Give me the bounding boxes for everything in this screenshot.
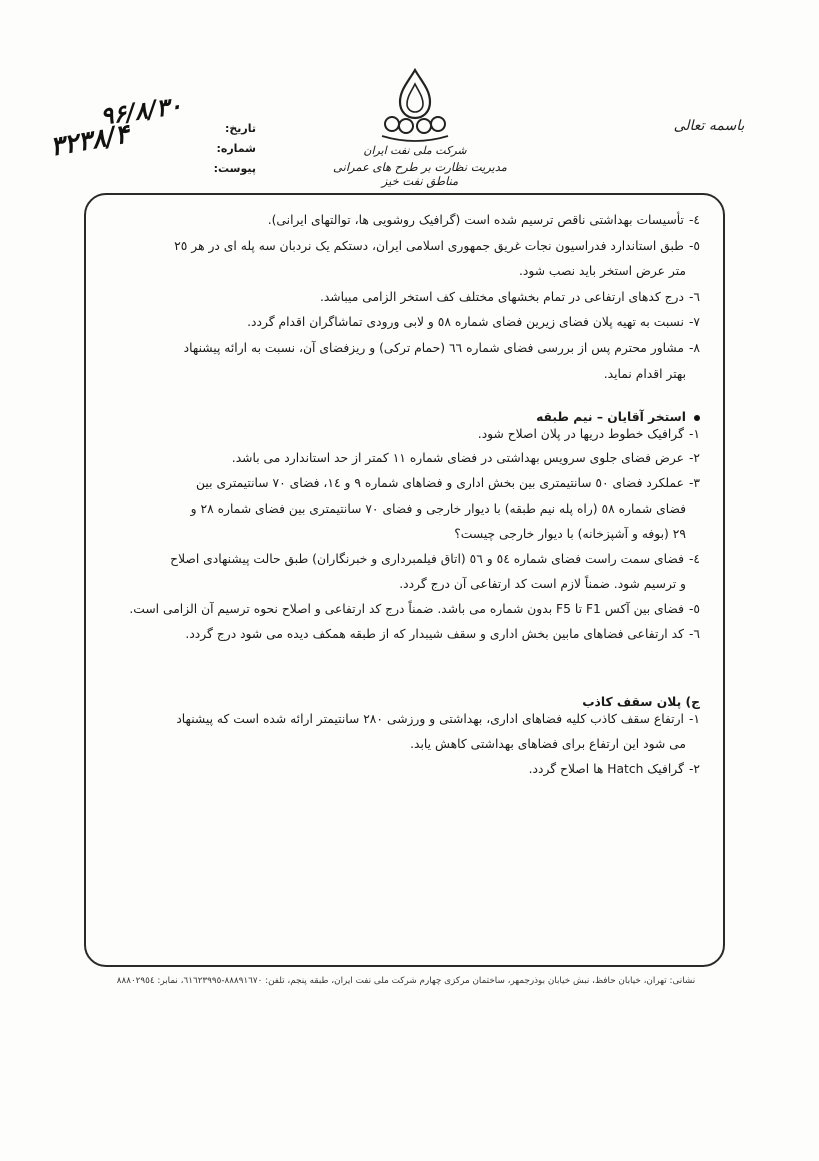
list-item [100, 450, 700, 467]
item-text: بهتر اقدام نماید. [603, 366, 686, 381]
item-number: ٨- [688, 340, 700, 355]
item-line [100, 289, 700, 306]
item-number: ١- [688, 426, 700, 441]
date-label: تاریخ: [224, 122, 256, 135]
section-b-heading: استخر آقایان – نیم طبقه [100, 409, 700, 426]
item-number: ٥- [688, 238, 700, 253]
handwritten-date: ۹۶/۸/۳۰ [98, 90, 184, 131]
item-line [100, 450, 700, 467]
list-item [100, 340, 700, 382]
item-text: تأسیسات بهداشتی ناقص ترسیم شده است (گرافیک روشویی ها، توالتهای ایرانی). [267, 213, 684, 227]
item-text: متر عرض استخر باید نصب شود. [518, 264, 686, 279]
list-item [100, 314, 700, 331]
item-line [100, 736, 700, 753]
item-number: ٤- [688, 551, 700, 566]
list-item [100, 761, 700, 778]
item-text: عملکرد فضای ٥٠ سانتیمتری بین بخش اداری و فضاهای شماره ٩ و ١٤، فضای ٧٠ سانتیمتری بین [196, 475, 684, 490]
section-a-list [100, 212, 700, 382]
list-item [100, 475, 700, 543]
item-line [100, 238, 700, 255]
item-text: طبق استاندارد فدراسیون نجات غریق جمهوری اسلامی ایران، دستکم یک نردبان سه پله ای در هر ٢٥ [174, 238, 684, 253]
list-item [100, 426, 700, 443]
nioc-logo-icon [370, 66, 460, 146]
section-c-heading: ج) پلان سقف کاذب [582, 695, 700, 710]
list-item [100, 238, 700, 280]
item-text: مشاور محترم پس از بررسی فضای شماره ٦٦ (حمام ترکی) و ریزفضای آن، نسبت به ارائه پیشنهاد [183, 340, 684, 355]
item-line [100, 475, 700, 492]
item-text: ٢٩ (بوفه و آشپزخانه) با دیوار خارجی چیست؟ [454, 527, 686, 542]
footer-address: نشانی: تهران، خیابان حافظ، نبش خیابان بوذرجمهر، ساختمان مرکزی چهارم شرکت ملی نفت ایران، طبقه پنجم، تلفن: ٨٨٨٩١٦٧٠-٦١٦٢٣٩٩٥، نمابر: ٨٨٨٠٢٩٥٤ [116, 976, 696, 986]
item-number: ٥- [688, 601, 700, 616]
item-number: ٦- [688, 626, 700, 641]
item-number: ٢- [688, 451, 700, 466]
section-c-list [100, 711, 700, 778]
bismillah-text: باسمه تعالی [673, 118, 745, 134]
number-label: شماره: [216, 142, 256, 155]
item-number: ٧- [688, 315, 700, 330]
item-line [100, 501, 700, 518]
company-name: شرکت ملی نفت ایران [363, 144, 467, 157]
item-text: فضای بین آکس F1 تا F5 بدون شماره می باشد. ضمناً درج کد ارتفاعی و اصلاح نحوه ترسیم آن الزامی است. [129, 601, 684, 616]
item-text: و ترسیم شود. ضمناً لازم است کد ارتفاعی آن درج گردد. [399, 577, 686, 592]
item-line [100, 340, 700, 357]
section-b-list [100, 426, 700, 642]
attachment-label: پیوست: [213, 162, 256, 175]
item-line [100, 366, 700, 383]
letter-body [100, 212, 700, 785]
item-number: ٢- [688, 761, 700, 776]
list-item [100, 289, 700, 306]
handwritten-number: ۳۲۳۸/۴ [47, 119, 132, 163]
item-text: گرافیک خطوط دریها در پلان اصلاح شود. [477, 426, 684, 441]
list-item [100, 626, 700, 643]
item-line [100, 426, 700, 443]
item-line [100, 576, 700, 593]
list-item [100, 212, 700, 229]
item-line [100, 212, 700, 229]
item-text: عرض فضای جلوی سرویس بهداشتی در فضای شماره ١١ کمتر از حد استاندارد می باشد. [231, 451, 684, 466]
item-text: ارتفاع سقف کاذب کلیه فضاهای اداری، بهداشتی و ورزشی ٢٨٠ سانتیمتر ارائه شده است که پیشنهاد [176, 711, 684, 726]
item-line [100, 526, 700, 543]
department-subtitle: مدیریت نظارت بر طرح های عمرانی مناطق نفت خیز [333, 160, 507, 188]
item-text: نسبت به تهیه پلان فضای زیرین فضای شماره ٥٨ و لابی ورودی تماشاگران اقدام گردد. [247, 315, 684, 330]
item-line [100, 314, 700, 331]
item-line [100, 626, 700, 643]
list-item [100, 601, 700, 618]
item-text: فضای سمت راست فضای شماره ٥٤ و ٥٦ (اتاق فیلمبرداری و خبرنگاران) طبق حالت پیشنهادی اصلاح [170, 551, 684, 566]
item-number: ٣- [688, 475, 700, 490]
item-line [100, 711, 700, 728]
item-number: ٤- [688, 213, 700, 227]
item-text: گرافیک Hatch ها اصلاح گردد. [528, 761, 684, 776]
item-number: ٦- [688, 289, 700, 304]
bullet-icon [694, 415, 700, 421]
item-number: ١- [688, 711, 700, 726]
item-line [100, 601, 700, 618]
list-item [100, 551, 700, 593]
item-text: درج کدهای ارتفاعی در تمام بخشهای مختلف کف استخر الزامی میباشد. [319, 289, 684, 304]
item-line [100, 263, 700, 280]
list-item [100, 711, 700, 753]
item-text: می شود این ارتفاع برای فضاهای بهداشتی کاهش یابد. [410, 737, 686, 752]
item-line [100, 761, 700, 778]
item-text: کد ارتفاعی فضاهای مابین بخش اداری و سقف شیبدار که از طبقه همکف دیده می شود درج گردد. [185, 626, 684, 641]
item-text: فضای شماره ٥٨ (راه پله نیم طبقه) با دیوار خارجی و فضای ٧٠ سانتیمتری بین فضای شماره ٢٨ و [190, 501, 686, 516]
item-line [100, 551, 700, 568]
